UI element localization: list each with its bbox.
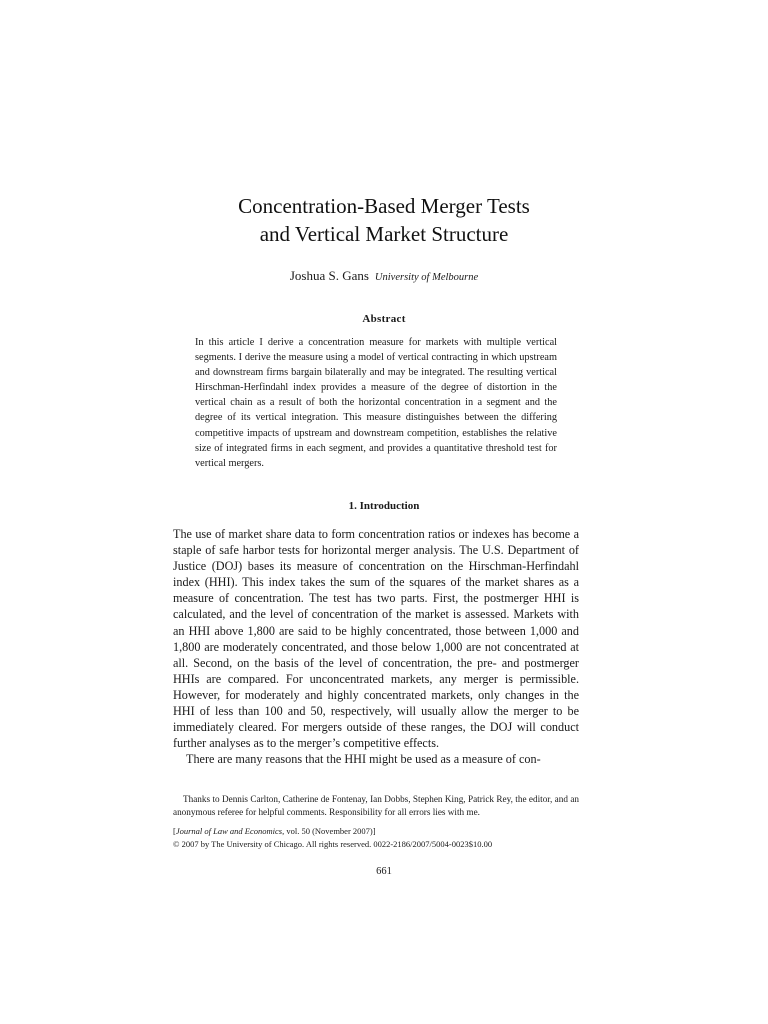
journal-citation (173, 825, 579, 850)
page-number: 661 (376, 866, 392, 877)
paper-title (0, 192, 768, 248)
citation-open-bracket: [ (173, 826, 176, 836)
author-affiliation: University of Melbourne (374, 272, 479, 283)
author-name: Joshua S. Gans (289, 268, 369, 283)
copyright-line: © 2007 by The University of Chicago. All rights reserved. 0022-2186/2007/5004-0023$10.00 (173, 838, 493, 849)
abstract-heading: Abstract (362, 313, 406, 325)
intro-paragraph-2: There are many reasons that the HHI might be used as a measure of con- (186, 752, 541, 767)
intro-paragraph-1: The use of market share data to form concentration ratios or indexes has become a staple of safe harbor tests for horizontal merger analysis. The U.S. Department of Justice (DOJ) bases its measure of concentration on the Hirschman-Herfindahl index (HHI). This index takes the sum of the squares of the market shares as a measure of concentration. The test has two parts. First, the postmerger HHI is calculated, and the level of concentration of the market is assessed. Markets with an HHI above 1,800 are said to be highly concentrated, those between 1,000 and 1,800 are moderately concentrated, and those below 1,000 are not concentrated at all. Second, on the basis of the level of concentration, the pre- and postmerger HHIs are compared. For unconcentrated markets, any merger is permissible. However, for moderately and highly concentrated markets, only changes in the HHI of less than 100 and 50, respectively, will usually allow the merger to be immediately cleared. For mergers outside of these ranges, the DOJ will conduct further analyses as to the merger’s competitive effects. (173, 527, 579, 751)
title-line-1: Concentration-Based Merger Tests (238, 194, 530, 218)
footnote-text: Thanks to Dennis Carlton, Catherine de Fontenay, Ian Dobbs, Stephen King, Patrick Rey, the editor, and an anonymous referee for helpful comments. Responsibility for all errors lies with me. (173, 794, 579, 817)
abstract-text: In this article I derive a concentration measure for markets with multiple vertical segments. I derive the measure using a model of vertical contracting in which upstream and downstream firms bargain bilaterally and may be integrated. The resulting vertical Hirschman-Herfindahl index provides a measure of the degree of distortion in the vertical chain as a result of both the horizontal concentration in a segment and the degree of its vertical integration. This measure distinguishes between the differing competitive impacts of upstream and downstream competition, establishes the relative size of integrated firms in each segment, and provides a quantitative threshold test for vertical mergers. (195, 337, 557, 469)
title-line-2: and Vertical Market Structure (259, 222, 509, 246)
journal-name: Journal of Law and Economics (175, 826, 283, 836)
author-line (0, 268, 768, 284)
section-heading-introduction: 1. Introduction (348, 500, 420, 512)
acknowledgement-footnote (173, 793, 579, 819)
citation-volume: , vol. 50 (November 2007)] (282, 826, 376, 836)
introduction-body (173, 526, 579, 767)
citation-line (173, 825, 579, 838)
